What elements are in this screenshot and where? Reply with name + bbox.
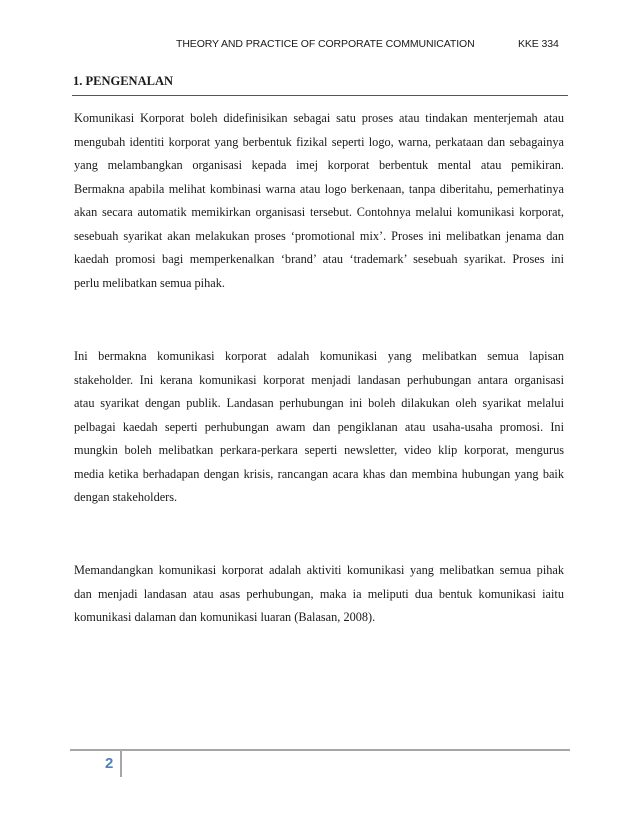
paragraph-2 bbox=[74, 345, 564, 510]
paragraph-line: akan secara automatik memikirkan organisasi tersebut. Contohnya melalui komunikasi korporat, bbox=[74, 205, 564, 219]
paragraph-line: mengubah identiti korporat yang berbentuk fizikal seperti logo, warna, perkataan dan sebagainya bbox=[74, 134, 564, 149]
page-header bbox=[0, 38, 638, 54]
paragraph-line: Komunikasi Korporat boleh didefinisikan sebagai satu proses atau tindakan menterjemah atau bbox=[74, 111, 564, 125]
paragraph-line: perlu melibatkan semua pihak. bbox=[74, 275, 225, 290]
header-course-code: KKE 334 bbox=[518, 38, 559, 50]
footer-divider bbox=[70, 749, 570, 751]
paragraph-line: Ini bermakna komunikasi korporat adalah komunikasi yang melibatkan semua lapisan bbox=[74, 349, 564, 363]
paragraph-line: mungkin boleh melibatkan perkara-perkara seperti newsletter, video klip korporat, mengurus bbox=[74, 443, 564, 457]
paragraph-line: stakeholder. Ini kerana komunikasi korporat menjadi landasan perhubungan antara organisasi bbox=[74, 372, 564, 387]
paragraph-line: atau syarikat dengan publik. Landasan perhubungan ini boleh dilakukan oleh syarikat melalui bbox=[74, 396, 564, 410]
paragraph-1 bbox=[74, 107, 564, 295]
section-heading: 1. PENGENALAN bbox=[73, 74, 174, 88]
paragraph-line: media ketika berhadapan dengan krisis, rancangan acara khas dan membina hubungan yang baik bbox=[74, 466, 564, 481]
paragraph-line: komunikasi dalaman dan komunikasi luaran (Balasan, 2008). bbox=[74, 610, 376, 624]
paragraph-line: dengan stakeholders. bbox=[74, 490, 178, 504]
paragraph-line: pelbagai kaedah seperti perhubungan awam dan pengiklanan atau usaha-usaha promosi. Ini bbox=[74, 419, 564, 434]
paragraph-line: Memandangkan komunikasi korporat adalah aktiviti komunikasi yang melibatkan semua pihak bbox=[74, 563, 564, 577]
footer-page-divider bbox=[120, 749, 122, 777]
heading-divider bbox=[72, 95, 568, 96]
header-title: THEORY AND PRACTICE OF CORPORATE COMMUNICATION bbox=[176, 38, 475, 50]
paragraph-line: dan menjadi landasan atau asas perhubungan, maka ia meliputi dua bentuk komunikasi iaitu bbox=[74, 586, 564, 601]
paragraph-line: kaedah promosi bagi memperkenalkan ‘brand’ atau ‘trademark’ sesebuah syarikat. Proses ini bbox=[74, 252, 564, 266]
paragraph-line: sesebuah syarikat akan melakukan proses ‘promotional mix’. Proses ini melibatkan jenama dan bbox=[74, 228, 564, 243]
page-number: 2 bbox=[105, 755, 114, 772]
paragraph-line: yang melambangkan organisasi kepada imej korporat berbentuk mental atau pemikiran. bbox=[74, 158, 564, 172]
paragraph-line: Bermakna apabila melihat kombinasi warna atau logo berkenaan, tanpa diberitahu, pemerhatinya bbox=[74, 181, 564, 196]
paragraph-3 bbox=[74, 559, 564, 630]
